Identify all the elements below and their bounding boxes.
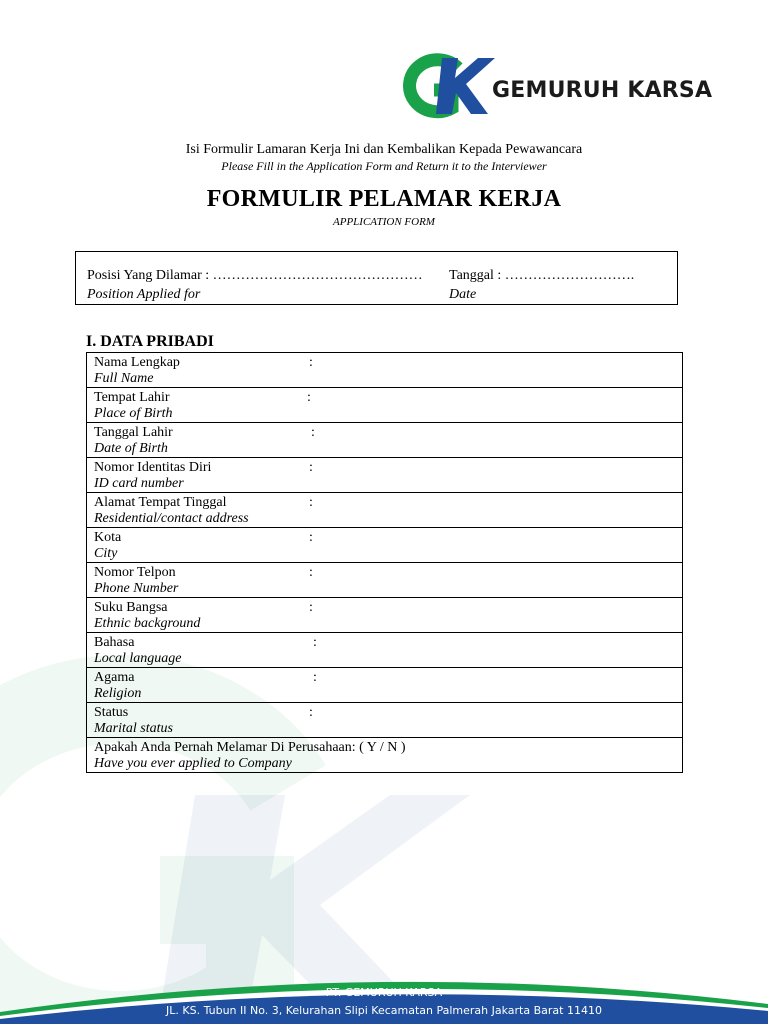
table-row-place-of-birth[interactable] (87, 388, 683, 423)
row-colon: : (311, 425, 315, 440)
form-subtitle: APPLICATION FORM (333, 216, 435, 228)
row-colon: : (309, 705, 313, 720)
row-label-en: Place of Birth (94, 406, 173, 421)
row-label-en: Ethnic background (94, 616, 201, 631)
row-label-id: Suku Bangsa (94, 600, 168, 615)
row-colon: : (313, 635, 317, 650)
gk-logo-icon (396, 52, 496, 120)
row-colon: : (313, 670, 317, 685)
row-label-id: Nama Lengkap (94, 355, 180, 370)
row-label-id: Tempat Lahir (94, 390, 170, 405)
row-colon: : (309, 495, 313, 510)
row-label-en: Full Name (94, 371, 154, 386)
row-label-id: Nomor Telpon (94, 565, 176, 580)
date-label-en: Date (449, 287, 477, 302)
table-row-city[interactable] (87, 528, 683, 563)
row-label-id: Tanggal Lahir (94, 425, 173, 440)
section-title-personal-data: I. DATA PRIBADI (86, 333, 214, 350)
instruction-id: Isi Formulir Lamaran Kerja Ini dan Kembalikan Kepada Pewawancara (185, 142, 583, 157)
row-label-en: Residential/contact address (94, 511, 249, 526)
row-colon: : (309, 530, 313, 545)
table-row-applied-before[interactable] (87, 738, 683, 773)
table-row-full-name[interactable] (87, 353, 683, 388)
table-row-ethnic[interactable] (87, 598, 683, 633)
table-row-religion[interactable] (87, 668, 683, 703)
row-label-en: Marital status (94, 721, 173, 736)
row-label-en: Local language (94, 651, 182, 666)
table-row-date-of-birth[interactable] (87, 423, 683, 458)
row-colon: : (309, 355, 313, 370)
row-colon: : (307, 390, 311, 405)
row-label-en: Phone Number (94, 581, 179, 596)
footer-company: PT. GEMURUH KARSA (325, 986, 443, 999)
row-colon: : (309, 460, 313, 475)
date-field[interactable]: Tanggal : ………………………. (449, 268, 635, 283)
row-colon: : (309, 565, 313, 580)
row-colon: : (309, 600, 313, 615)
table-row-marital-status[interactable] (87, 703, 683, 738)
row-label-id: Nomor Identitas Diri (94, 460, 212, 475)
table-row-address[interactable] (87, 493, 683, 528)
row-label-id: Apakah Anda Pernah Melamar Di Perusahaan: ( Y / N ) (94, 740, 406, 755)
row-label-id: Kota (94, 530, 122, 545)
company-name: GEMURUH KARSA (492, 77, 713, 103)
row-label-en: ID card number (94, 476, 184, 491)
row-label-id: Bahasa (94, 635, 135, 650)
table-row-phone[interactable] (87, 563, 683, 598)
instruction-en: Please Fill in the Application Form and Return it to the Interviewer (221, 159, 547, 173)
position-box (75, 251, 678, 305)
position-field[interactable]: Posisi Yang Dilamar : ……………………………………… (87, 268, 423, 283)
row-label-en: Date of Birth (94, 441, 168, 456)
footer-address: JL. KS. Tubun II No. 3, Kelurahan Slipi Kecamatan Palmerah Jakarta Barat 11410 (166, 1004, 602, 1017)
row-label-en: City (94, 546, 118, 561)
row-label-en: Have you ever applied to Company (94, 756, 292, 771)
row-label-id: Agama (94, 670, 135, 685)
row-label-id: Status (94, 705, 129, 720)
position-label-en: Position Applied for (87, 287, 201, 302)
company-logo (396, 52, 712, 120)
table-row-id-card[interactable] (87, 458, 683, 493)
form-title: FORMULIR PELAMAR KERJA (206, 186, 562, 212)
row-label-id: Alamat Tempat Tinggal (94, 495, 227, 510)
table-row-language[interactable] (87, 633, 683, 668)
row-label-en: Religion (94, 686, 142, 701)
personal-data-table (86, 352, 683, 773)
